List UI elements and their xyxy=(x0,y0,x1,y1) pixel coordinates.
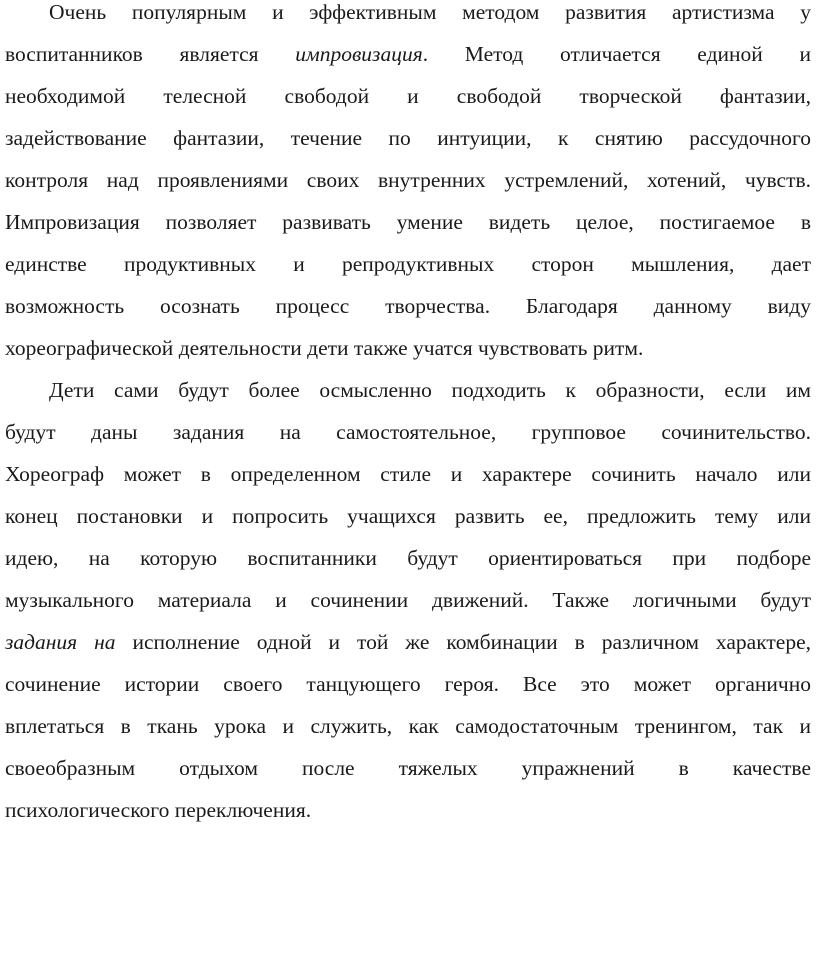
text-line: задействование фантазии, течение по интуиции, к снятию рассудочного xyxy=(5,126,811,150)
text-line: задания на исполнение одной и той же комбинации в различном характере, xyxy=(5,630,811,654)
text-line: воспитанников является импровизация. Метод отличается единой и xyxy=(5,42,811,66)
text-line: своеобразным отдыхом после тяжелых упражнений в качестве xyxy=(5,756,811,780)
text-line: хореографической деятельности дети также учатся чувствовать ритм. xyxy=(5,336,644,360)
text-line: идею, на которую воспитанники будут ориентироваться при подборе xyxy=(5,546,811,570)
paragraph-2 xyxy=(5,378,811,840)
text-line: возможность осознать процесс творчества. Благодаря данному виду xyxy=(5,294,811,318)
text-line: Импровизация позволяет развивать умение видеть целое, постигаемое в xyxy=(5,210,811,234)
text-line: контроля над проявлениями своих внутренних устремлений, хотений, чувств. xyxy=(5,168,811,192)
text-line: необходимой телесной свободой и свободой творческой фантазии, xyxy=(5,84,811,108)
paragraph-1 xyxy=(5,0,811,378)
text-line: вплетаться в ткань урока и служить, как самодостаточным тренингом, так и xyxy=(5,714,811,738)
text-line: конец постановки и попросить учащихся развить ее, предложить тему или xyxy=(5,504,811,528)
text-line: Хореограф может в определенном стиле и характере сочинить начало или xyxy=(5,462,811,486)
text-line: психологического переключения. xyxy=(5,798,312,822)
emphasis-text: импровизация xyxy=(295,42,423,66)
text-line: будут даны задания на самостоятельное, групповое сочинительство. xyxy=(5,420,811,444)
text-line: музыкального материала и сочинении движений. Также логичными будут xyxy=(5,588,811,612)
text-line: единстве продуктивных и репродуктивных сторон мышления, дает xyxy=(5,252,811,276)
text-line: сочинение истории своего танцующего героя. Все это может органично xyxy=(5,672,811,696)
emphasis-text: задания на xyxy=(5,630,116,654)
text-line: Дети сами будут более осмысленно подходить к образности, если им xyxy=(49,378,811,402)
text-line: Очень популярным и эффективным методом развития артистизма у xyxy=(49,0,811,24)
